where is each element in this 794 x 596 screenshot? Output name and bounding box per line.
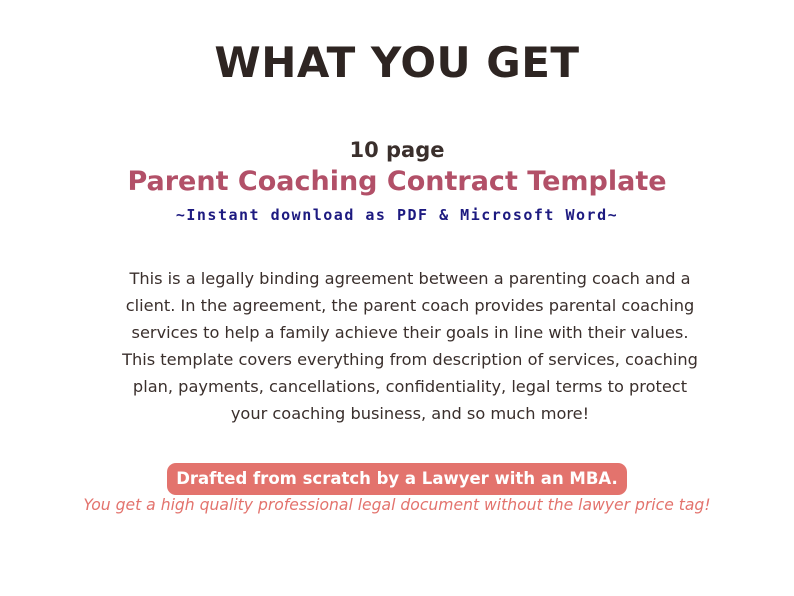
download-formats: ~Instant download as PDF & Microsoft Word~	[175, 206, 619, 224]
author-badge: Drafted from scratch by a Lawyer with an MBA.	[167, 463, 627, 495]
page-count: 10 page	[349, 138, 445, 162]
page-heading: WHAT YOU GET	[214, 38, 580, 87]
product-title: Parent Coaching Contract Template	[127, 166, 667, 197]
value-tagline: You get a high quality professional legal document without the lawyer price tag!	[83, 496, 711, 514]
badge-container	[0, 463, 794, 495]
product-description: This is a legally binding agreement between a parenting coach and a client. In the agreement, the parent coach provides parental coaching services to help a family achieve their goals in line with their values. This template covers everything from description of services, coaching plan, payments, cancellations, confidentiality, legal terms to protect your coaching business, and so much more!	[122, 269, 698, 423]
